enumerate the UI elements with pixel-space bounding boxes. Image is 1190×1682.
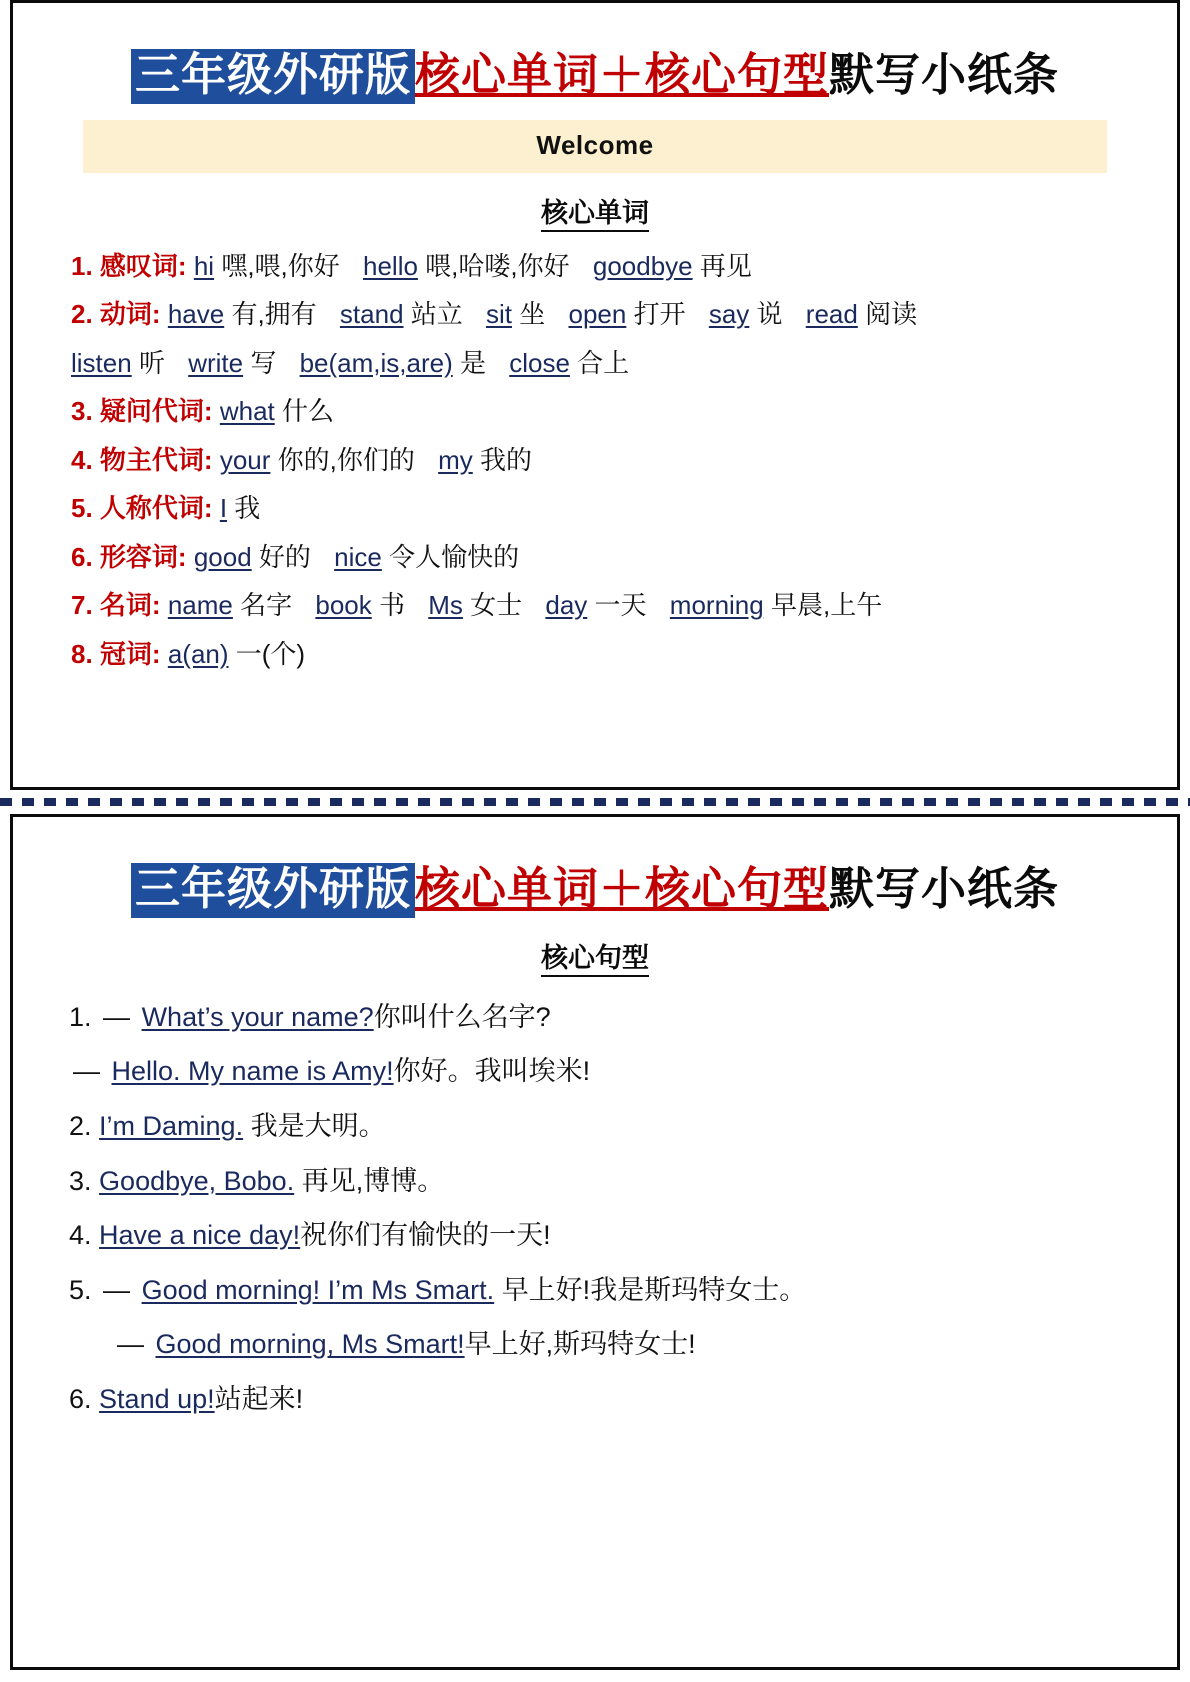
item-number: 7. xyxy=(71,590,93,621)
item-category: 冠词: xyxy=(99,638,161,669)
word-en: be(am,is,are) xyxy=(299,347,453,378)
title-grade-publisher: 三年级外研版 xyxy=(131,863,415,918)
word-en: hi xyxy=(193,250,215,281)
sentence-cn: 祝你们有愉快的一天! xyxy=(300,1220,551,1251)
word-en: goodbye xyxy=(592,250,693,281)
word-en: good xyxy=(193,541,252,572)
list-item xyxy=(71,438,1119,484)
word-cn: 打开 xyxy=(633,299,686,330)
item-category: 物主代词: xyxy=(99,444,213,475)
list-item xyxy=(71,583,1119,629)
sentence-cn: 你好。我叫埃米! xyxy=(393,1056,591,1087)
item-category: 名词: xyxy=(99,590,161,621)
list-item xyxy=(71,389,1119,435)
list-item xyxy=(69,1264,1121,1317)
dialogue-dash: — xyxy=(73,1056,100,1087)
sentence-cn: 你叫什么名字? xyxy=(373,1001,551,1032)
list-item xyxy=(69,1373,1121,1426)
word-en: morning xyxy=(669,590,764,621)
sentence-index: 6. xyxy=(69,1384,92,1415)
item-number: 2. xyxy=(71,299,93,330)
sentence-en: Have a nice day! xyxy=(99,1220,301,1251)
list-item xyxy=(69,1045,1121,1098)
card-title-top xyxy=(13,49,1177,104)
word-cn: 嘿,喂,你好 xyxy=(221,250,340,281)
word-en: open xyxy=(568,299,627,330)
sentence-en: Good morning, Ms Smart! xyxy=(155,1329,465,1360)
word-en: sit xyxy=(486,299,513,330)
word-cn: 一(个) xyxy=(235,638,306,669)
word-en: nice xyxy=(334,541,382,572)
word-cn: 喂,哈喽,你好 xyxy=(425,250,570,281)
title-core-words-sentences: 核心单词＋核心句型 xyxy=(414,863,829,914)
list-item xyxy=(69,1318,1121,1371)
word-en: listen xyxy=(71,347,132,378)
word-cn: 好的 xyxy=(258,541,311,572)
word-cn: 坐 xyxy=(519,299,546,330)
item-number: 1. xyxy=(71,250,93,281)
word-cn: 名字 xyxy=(240,590,293,621)
word-en: I xyxy=(219,493,228,524)
word-cn: 令人愉快的 xyxy=(389,541,520,572)
item-number: 5. xyxy=(71,493,93,524)
word-cn: 是 xyxy=(459,347,486,378)
sentence-cn: 早上好,斯玛特女士! xyxy=(464,1329,696,1360)
word-cn: 再见 xyxy=(699,250,752,281)
list-item xyxy=(71,632,1119,678)
sentence-en: What’s your name? xyxy=(141,1001,374,1032)
list-item xyxy=(71,535,1119,581)
word-cn: 书 xyxy=(378,590,405,621)
word-cn: 什么 xyxy=(281,396,334,427)
word-en: hello xyxy=(363,250,418,281)
sentence-index: 5. xyxy=(69,1274,92,1305)
word-cn: 我 xyxy=(234,493,261,524)
sentence-index: 3. xyxy=(69,1165,92,1196)
title-dictation-slip: 默写小纸条 xyxy=(829,863,1060,914)
list-item xyxy=(71,292,1119,338)
word-cn: 一天 xyxy=(594,590,647,621)
sentence-list xyxy=(69,991,1121,1426)
title-core-words-sentences: 核心单词＋核心句型 xyxy=(414,49,829,100)
sentence-index: 4. xyxy=(69,1220,92,1251)
item-number: 6. xyxy=(71,541,93,572)
cut-line-dashes xyxy=(0,798,1190,806)
list-item xyxy=(69,1155,1121,1208)
word-en: close xyxy=(509,347,570,378)
section-heading-sentences-text: 核心句型 xyxy=(541,943,649,977)
item-category: 形容词: xyxy=(99,541,187,572)
list-item xyxy=(69,991,1121,1044)
card-title-bottom xyxy=(13,863,1177,918)
cut-line xyxy=(0,794,1190,810)
word-cn: 女士 xyxy=(470,590,523,621)
word-en: have xyxy=(167,299,225,330)
section-heading-sentences xyxy=(13,936,1177,975)
word-cn: 写 xyxy=(250,347,277,378)
dialogue-dash: — xyxy=(103,1274,131,1305)
dialogue-dash: — xyxy=(103,1001,131,1032)
word-cn: 我的 xyxy=(480,444,533,475)
item-number: 4. xyxy=(71,444,93,475)
section-heading-words-text: 核心单词 xyxy=(541,198,649,232)
word-cn: 你的,你们的 xyxy=(277,444,415,475)
sentence-cn: 再见,博博。 xyxy=(301,1165,445,1196)
list-item xyxy=(69,1100,1121,1153)
list-item xyxy=(69,1209,1121,1262)
dialogue-dash: — xyxy=(117,1329,144,1360)
sentence-cn: 站起来! xyxy=(214,1384,304,1415)
sentence-en: I’m Daming. xyxy=(99,1110,244,1141)
word-en: day xyxy=(545,590,588,621)
word-en: book xyxy=(315,590,372,621)
list-item xyxy=(71,486,1119,532)
word-cn: 合上 xyxy=(577,347,630,378)
item-category: 动词: xyxy=(99,299,161,330)
item-number: 8. xyxy=(71,638,93,669)
word-en: read xyxy=(805,299,858,330)
unit-banner: Welcome xyxy=(83,120,1107,173)
word-en: a(an) xyxy=(167,638,229,669)
list-item xyxy=(71,244,1119,290)
sentence-cn: 早上好!我是斯玛特女士。 xyxy=(501,1274,807,1305)
list-item-continued xyxy=(71,341,1119,387)
word-en: Ms xyxy=(428,590,463,621)
word-en: name xyxy=(167,590,233,621)
word-cn: 站立 xyxy=(410,299,463,330)
sentence-en: Hello. My name is Amy! xyxy=(111,1056,394,1087)
word-list xyxy=(71,244,1119,678)
word-cn: 说 xyxy=(756,299,783,330)
item-number: 3. xyxy=(71,396,93,427)
sentence-index: 2. xyxy=(69,1110,92,1141)
sentence-cn: 我是大明。 xyxy=(250,1110,386,1141)
word-en: what xyxy=(219,396,275,427)
sentence-en: Good morning! I’m Ms Smart. xyxy=(141,1274,495,1305)
item-category: 疑问代词: xyxy=(99,396,213,427)
title-dictation-slip: 默写小纸条 xyxy=(829,49,1060,100)
sentences-card xyxy=(10,814,1180,1670)
word-cn: 早晨,上午 xyxy=(770,590,883,621)
title-grade-publisher: 三年级外研版 xyxy=(131,49,415,104)
word-en: say xyxy=(708,299,750,330)
word-cn: 听 xyxy=(138,347,165,378)
word-cn: 阅读 xyxy=(865,299,918,330)
word-en: your xyxy=(219,444,271,475)
item-category: 感叹词: xyxy=(99,250,187,281)
item-category: 人称代词: xyxy=(99,493,213,524)
word-en: my xyxy=(438,444,473,475)
word-en: stand xyxy=(339,299,404,330)
section-heading-words xyxy=(13,191,1177,230)
vocabulary-card xyxy=(10,0,1180,790)
word-en: write xyxy=(188,347,244,378)
word-cn: 有,拥有 xyxy=(231,299,317,330)
sentence-en: Stand up! xyxy=(99,1384,215,1415)
sentence-en: Goodbye, Bobo. xyxy=(99,1165,295,1196)
sentence-index: 1. xyxy=(69,1001,92,1032)
